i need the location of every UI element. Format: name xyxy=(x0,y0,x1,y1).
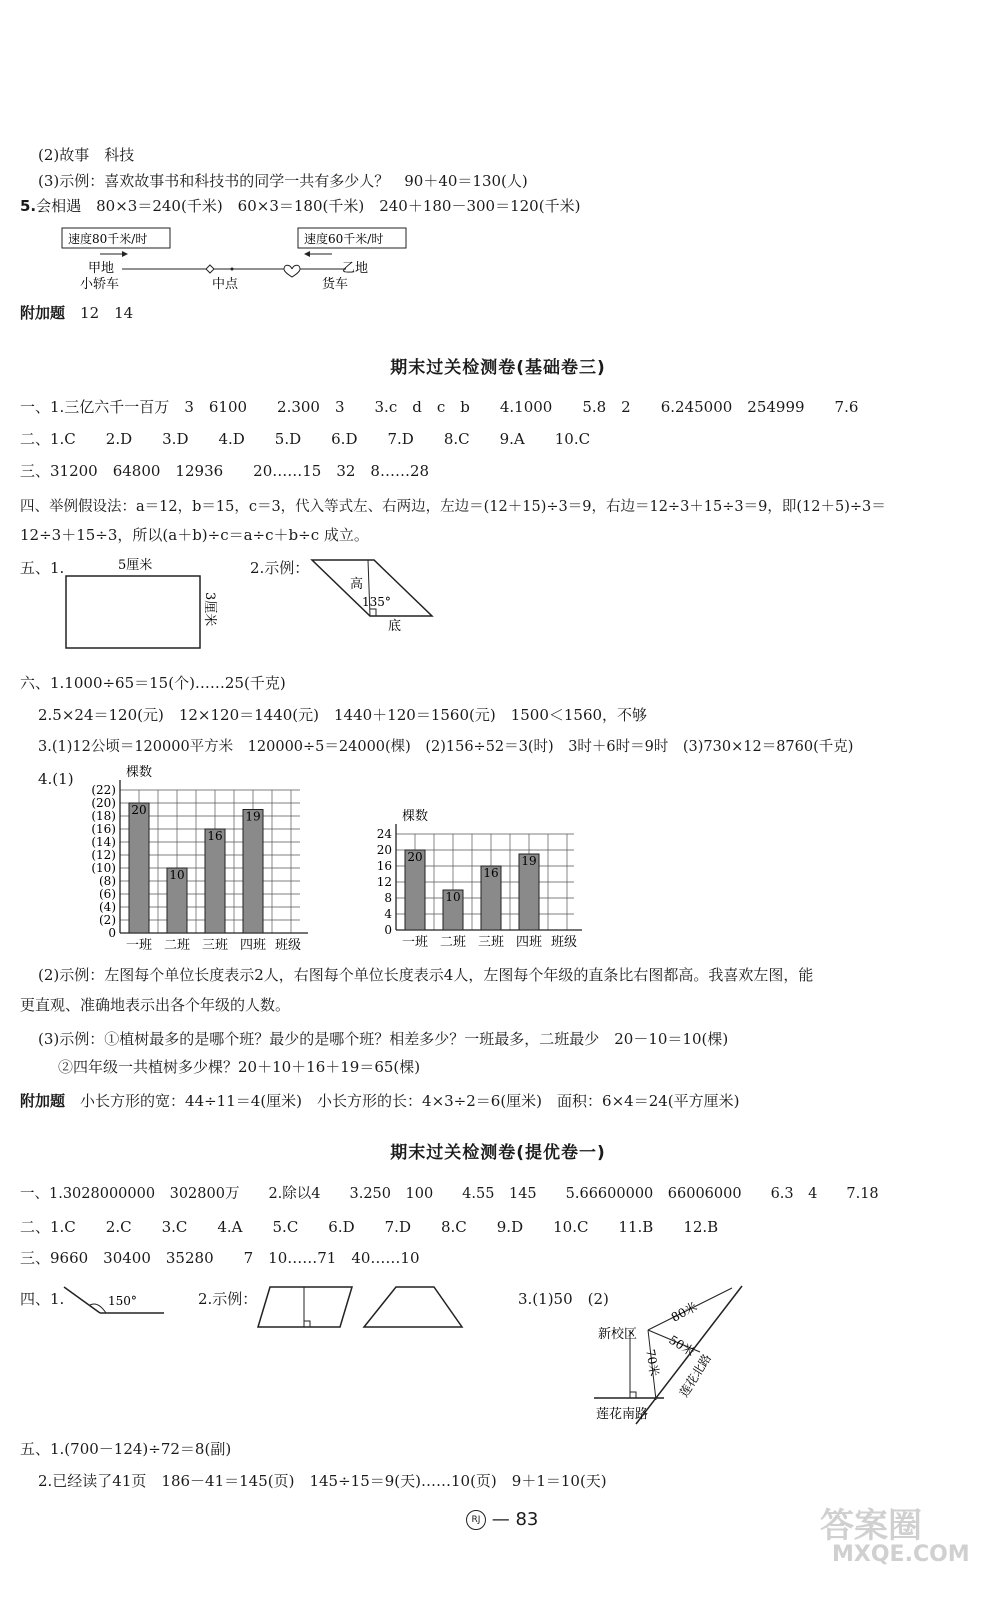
x-tick-label: 一班 xyxy=(401,935,429,950)
school-label: 新校区 xyxy=(598,1327,638,1342)
y-tick-label: 24 xyxy=(376,827,392,841)
s1-q6-3: 3.(1)12公顷＝120000平方米 120000÷5＝24000(棵) (2)156÷52＝3(时) 3时＋6时＝9时 (3)730×12＝8760(千克) xyxy=(38,739,854,755)
dist-50: 50米 xyxy=(666,1332,697,1360)
s1-q2: 二、1.C 2.D 3.D 4.D 5.D 6.D 7.D 8.C 9.A 10.C xyxy=(20,430,591,448)
parallelogram-figure xyxy=(310,556,440,636)
angle-figure xyxy=(60,1283,170,1323)
s2-q4-3: 3.(1)50 (2) xyxy=(518,1290,609,1308)
school-map xyxy=(590,1280,750,1430)
s1-q6-p2b: 更直观、准确地表示出各个年级的人数。 xyxy=(20,996,291,1014)
rectangle-figure xyxy=(60,554,230,654)
speed-right: 速度60千米/时 xyxy=(304,232,384,246)
s1-q4b: 12÷3＋15÷3，所以(a＋b)÷c＝a÷c＋b÷c 成立。 xyxy=(20,526,369,544)
rj-badge-icon xyxy=(466,1510,486,1530)
page-number: — 83 xyxy=(491,1509,539,1530)
y-tick-label: 8 xyxy=(384,891,392,905)
s2-q1: 一、1.3028000000 302800万 2.除以4 3.250 100 4.55 145 5.66600000 66006000 6.3 4 7.18 xyxy=(20,1186,879,1202)
s1-q6-1: 六、1.1000÷65＝15(个)……25(千克) xyxy=(20,674,286,692)
y-tick-label: 4 xyxy=(384,907,392,921)
y-tick-label: (22) xyxy=(91,783,116,797)
y-tick-label: (2) xyxy=(99,913,116,927)
top-line-1: (2)故事 科技 xyxy=(38,146,135,164)
y-tick-label: (8) xyxy=(99,874,116,888)
bar xyxy=(129,803,149,933)
bar-chart-left xyxy=(82,765,352,955)
road-north: 莲花北路 xyxy=(676,1351,714,1400)
rect-width-label: 5厘米 xyxy=(118,558,153,573)
bar-value-label: 20 xyxy=(131,803,147,817)
y-tick-label: (10) xyxy=(91,861,116,875)
y-axis-title: 棵数 xyxy=(402,809,429,824)
extra-label: 附加题 xyxy=(20,304,66,322)
x-tick-label: 三班 xyxy=(201,938,229,953)
s2-q5-2: 2.已经读了41页 186－41＝145(页) 145÷15＝9(天)……10(页) 9＋1＝10(天) xyxy=(38,1472,607,1490)
rect-height-label: 3厘米 xyxy=(202,592,217,627)
s1-q1: 一、1.三亿六千一百万 3 6100 2.300 3 3.c d c b 4.1000 5.8 2 6.245000 254999 7.6 xyxy=(20,398,859,416)
dist-70: 70米 xyxy=(643,1348,662,1378)
para-height-label: 高 xyxy=(350,577,364,592)
bar xyxy=(205,829,225,933)
x-axis-title: 班级 xyxy=(550,935,578,950)
angle-label: 150° xyxy=(108,1294,137,1308)
watermark-logo: 答案圈 xyxy=(820,1506,922,1546)
y-tick-label: 12 xyxy=(376,875,392,889)
bar xyxy=(243,810,263,934)
x-tick-label: 四班 xyxy=(239,938,267,953)
s2-q2: 二、1.C 2.C 3.C 4.A 5.C 6.D 7.D 8.C 9.D 10.C 11.B 12.B xyxy=(20,1218,719,1236)
s1-q3: 三、31200 64800 12936 20……15 32 8……28 xyxy=(20,462,430,480)
extra-label: 附加题 xyxy=(20,1092,66,1110)
bar-chart-right xyxy=(362,800,612,955)
y-tick-label: (16) xyxy=(91,822,116,836)
road-south: 莲花南路 xyxy=(596,1407,649,1422)
bar-value-label: 19 xyxy=(521,854,537,868)
s1-q6-p3b: ②四年级一共植树多少棵？20＋10＋16＋19＝65(棵) xyxy=(58,1058,421,1076)
s1-q6-4: 4.(1) xyxy=(38,770,74,788)
s1-q6-p2a: (2)示例：左图每个单位长度表示2人，右图每个单位长度表示4人，左图每个年级的直条比右图都高。我喜欢左图，能 xyxy=(38,966,814,984)
x-tick-label: 二班 xyxy=(439,935,467,950)
y-tick-label: (14) xyxy=(91,835,116,849)
top-line-2: (3)示例：喜欢故事书和科技书的同学一共有多少人？ 90＋40＝130(人) xyxy=(38,172,528,190)
q-number: 5. xyxy=(20,197,37,215)
s1-q6-p3a: (3)示例：①植树最多的是哪个班？最少的是哪个班？相差多少？一班最多，二班最少 20－10＝10(棵) xyxy=(38,1030,729,1048)
truck-label: 货车 xyxy=(322,277,349,292)
y-axis-title: 棵数 xyxy=(126,765,153,780)
place-b: 乙地 xyxy=(342,261,369,276)
y-tick-label: 20 xyxy=(376,843,392,857)
y-tick-label: 0 xyxy=(108,926,116,940)
s1-q5-2: 2.示例： xyxy=(250,559,310,577)
section-title-basic-3: 期末过关检测卷(基础卷三) xyxy=(390,358,606,378)
midpoint-label: 中点 xyxy=(212,277,239,292)
y-tick-label: (4) xyxy=(99,900,116,914)
x-tick-label: 三班 xyxy=(477,935,505,950)
s2-q4-2: 2.示例： xyxy=(198,1290,258,1308)
s2-q3: 三、9660 30400 35280 7 10……71 40……10 xyxy=(20,1249,420,1267)
y-tick-label: 0 xyxy=(384,923,392,937)
s2-q5-1: 五、1.(700－124)÷72＝8(副) xyxy=(20,1440,232,1458)
para-angle-label: 135° xyxy=(362,595,391,609)
y-tick-label: (18) xyxy=(91,809,116,823)
section-title-advanced-1: 期末过关检测卷(提优卷一) xyxy=(390,1143,606,1163)
top-line-3 xyxy=(20,197,580,215)
y-tick-label: 16 xyxy=(376,859,392,873)
s1-q6-2: 2.5×24＝120(元) 12×120＝1440(元) 1440＋120＝1560(元) 1500＜1560，不够 xyxy=(38,706,648,724)
x-axis-title: 班级 xyxy=(274,938,302,953)
y-tick-label: (6) xyxy=(99,887,116,901)
y-tick-label: (12) xyxy=(91,848,116,862)
extra-answer: 小长方形的宽：44÷11＝4(厘米) 小长方形的长：4×3÷2＝6(厘米) 面积：6×4＝24(平方厘米) xyxy=(80,1092,740,1110)
y-tick-label: (20) xyxy=(91,796,116,810)
watermark-url: MXQE.COM xyxy=(832,1542,970,1567)
car-label: 小轿车 xyxy=(80,277,120,292)
top-line-3-text: 会相遇 80×3＝240(千米) 60×3＝180(千米) 240＋180－300＝120(千米) xyxy=(36,197,581,215)
extra-answer: 12 14 xyxy=(80,304,134,322)
bar-value-label: 16 xyxy=(207,829,223,843)
bar-value-label: 19 xyxy=(245,809,261,824)
x-tick-label: 四班 xyxy=(515,935,543,950)
meeting-diagram xyxy=(60,224,420,294)
bar-value-label: 16 xyxy=(483,866,499,880)
page-footer xyxy=(466,1510,538,1530)
bar-value-label: 20 xyxy=(407,850,423,864)
s1-extra xyxy=(20,1092,740,1110)
bar-value-label: 10 xyxy=(169,868,185,882)
badge-text: RJ xyxy=(471,1515,481,1525)
bar-value-label: 10 xyxy=(445,890,461,904)
speed-left: 速度80千米/时 xyxy=(68,232,148,246)
s2-q4-label: 四、1. xyxy=(20,1290,65,1308)
para-base-label: 底 xyxy=(388,619,402,634)
parallelogram-examples xyxy=(256,1283,476,1333)
s1-q5-label: 五、1. xyxy=(20,559,65,577)
dist-80: 80米 xyxy=(668,1299,700,1325)
x-tick-label: 二班 xyxy=(163,938,191,953)
place-a: 甲地 xyxy=(88,261,115,276)
x-tick-label: 一班 xyxy=(125,938,153,953)
s1-q4a: 四、举例假设法：a＝12，b＝15，c＝3，代入等式左、右两边，左边＝(12＋15)÷3＝9，右边＝12÷3＋15÷3＝9，即(12＋5)÷3＝ xyxy=(20,499,886,515)
extra-line-1 xyxy=(20,304,133,322)
